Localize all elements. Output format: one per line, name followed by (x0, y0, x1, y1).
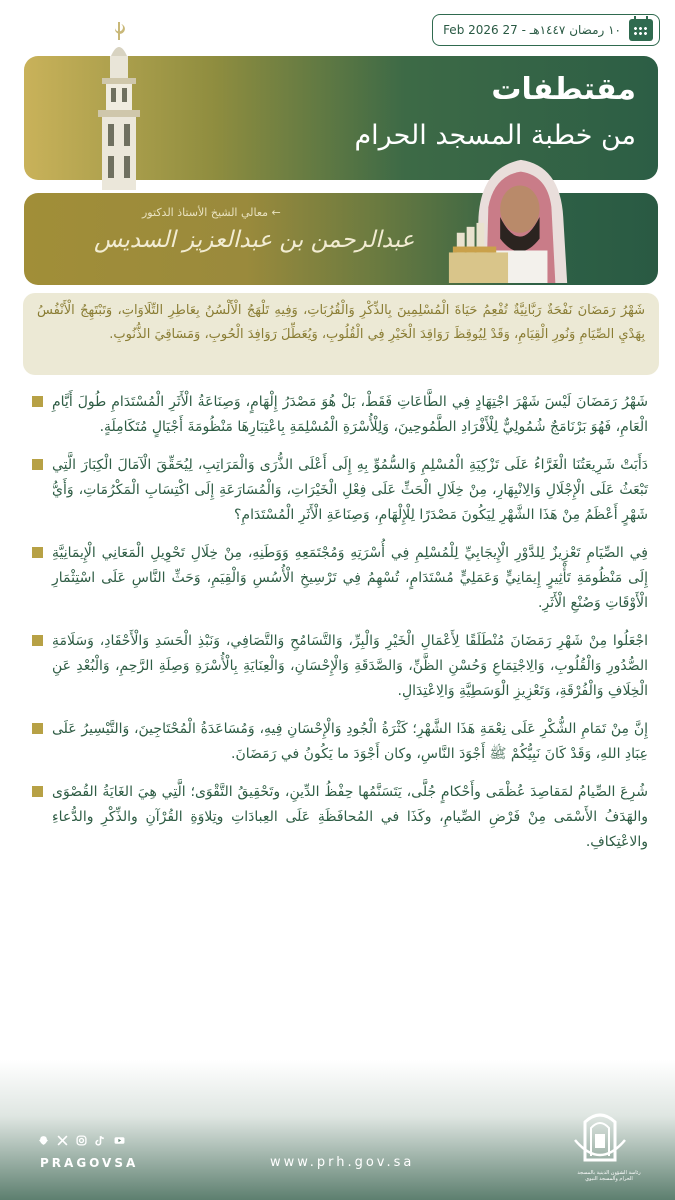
excerpt-item (30, 453, 648, 528)
youtube-icon[interactable] (114, 1135, 125, 1146)
minaret-icon (74, 22, 164, 190)
tiktok-icon[interactable] (95, 1135, 106, 1146)
date-badge (432, 14, 660, 46)
instagram-icon[interactable] (76, 1135, 87, 1146)
excerpt-item (30, 390, 648, 440)
social-handle[interactable]: PRAGOVSA (40, 1156, 139, 1170)
intro-box (23, 293, 659, 375)
date-text: ١٠ رمضان ١٤٤٧هـ - 27 Feb 2026 (443, 23, 621, 37)
snapchat-icon[interactable] (38, 1135, 49, 1146)
excerpt-item (30, 780, 648, 855)
excerpt-item (30, 717, 648, 767)
bullet-square-icon (32, 786, 43, 797)
speaker-title-text: معالي الشيخ الأستاذ الدكتور (142, 206, 269, 219)
logo-caption: رئاسة الشؤون الدينية بالمسجد الحرام والمسجد النبوي (577, 1170, 641, 1182)
speaker-title: ← معالي الشيخ الأستاذ الدكتور (142, 206, 281, 219)
social-links (38, 1135, 125, 1146)
bullet-square-icon (32, 547, 43, 558)
page-title: مقتطفات (491, 72, 636, 107)
khutbah-excerpts (30, 390, 648, 868)
excerpt-text: شُرِعَ الصِّيامُ لمَقاصِدَ عُظْمَى وأَحْكامٍ جُلَّى، يَتَسَنَّمُها حِفْظُ الدِّينِ، وتَحْقِيقُ التَّقْوَى؛ الَّتِي هِيَ الغَايَةُ القُصْوَى والهَدَفُ الأَسْمَى مِنْ فَرْضِ الصِّيامِ، وكَذَا في المُحافَظَةِ عَلَى العِبادَاتِ وتِلاوَةِ القُرْآنِ والذِّكْرِ والدُّعاءِ والاعْتِكافِ. (52, 784, 648, 850)
bullet-square-icon (32, 396, 43, 407)
bullet-square-icon (32, 459, 43, 470)
speaker-name: عبدالرحمن بن عبدالعزيز السديس (94, 227, 415, 253)
x-icon[interactable] (57, 1135, 68, 1146)
excerpt-text: فِي الصِّيَامِ تَعْزِيزٌ لِلدَّوْرِ الْإِيجَابِيِّ لِلْمُسْلِمِ فِي أُسْرَتِهِ وَمُجْتَمَعِهِ وَوَطَنِهِ، مِنْ خِلَالِ تَحْوِيلِ الْمَعَانِي الْإِيمَانِيَّةِ إِلَى مَنْظُومَةِ تَأْثِيرٍ إِيمَانِيٍّ وَعَمَلِيٍّ مُسْتَدَامٍ، تُسْهِمُ فِي تَرْسِيخِ الْأُسُسِ وَالْقِيَمِ، وَحَثِّ النَّاسِ عَلَى اسْتِثْمَارِ الْأَوْقَاتِ وَصُنْعِ الْأَثَرِ. (52, 545, 648, 611)
excerpt-text: دَأَبَتْ شَرِيعَتُنَا الْغَرَّاءُ عَلَى تَزْكِيَةِ الْمُسْلِمِ وَالسُّمُوِّ بِهِ إِلَى أَعْلَى الذُّرَى وَالْمَرَاتِبِ، لِيُحَقِّقَ الْآمَالَ الْكِبَارَ الَّتِي تَبْعَثُ عَلَى الْإِجْلَالِ وَالِانْبِهَارِ، مِنْ خِلَالِ الْحَثِّ عَلَى فِعْلِ الْخَيْرَاتِ، وَالْمُسَارَعَةِ إِلَى اكْتِسَابِ الْمَكْرُمَاتِ، وَأَيُّ شَهْرٍ أَعْظَمُ مِنْ هَذَا الشَّهْرِ لِيَكُونَ مَصْدَرًا لِلْإِلْهَامِ، وَصِنَاعَةِ الْأَثَرِ الْمُسْتَدَامِ؟ (52, 457, 648, 523)
website-link[interactable]: www.prh.gov.sa (270, 1155, 415, 1170)
page-subtitle: من خطبة المسجد الحرام (354, 120, 636, 151)
bullet-square-icon (32, 635, 43, 646)
excerpt-item (30, 541, 648, 616)
intro-text: شَهْرُ رَمَضَانَ نَفْحَةٌ رَبَّانِيَّةٌ تُفْعِمُ حَيَاةَ الْمُسْلِمِينَ بِالذِّكْرِ وَالْقُرُبَاتِ، وَفِيهِ تَلْهَجُ الْأَلْسُنُ بِعَاطِرِ التِّلَاوَاتِ، وَتَبْتَهِجُ الْأَنْفُسُ بِهَدْيِ الصِّيَامِ وَنُورِ الْقِيَامِ، وَقَدْ لِيُوقِظَ رَوَاقِدَ الْخَيْرِ فِي الْقُلُوبِ، وَيُعَطِّلَ رَوَافِدَ الْحُوبِ، وَمَسَاقِيَ الذُّنُوبِ. (37, 303, 645, 342)
excerpt-text: شَهْرُ رَمَضَانَ لَيْسَ شَهْرَ اجْتِهَادٍ فِي الطَّاعَاتِ فَقَطْ، بَلْ هُوَ مَصْدَرُ إِلْهَامٍ، وَصِنَاعَةُ الْأَثَرِ الْمُسْتَدَامِ طُولَ أَيَّامِ الْعَامِ، فَهُوَ بَرْنَامَجٌ شُمُولِيٌّ لِلْأَفْرَادِ الطَّمُوحِينَ، وَلِلْأُسْرَةِ الْمُسْلِمَةِ بِاعْتِبَارِهَا مَنْظُومَةَ أَجْيَالٍ مُتَكَامِلَةٍ. (52, 394, 648, 435)
calendar-icon (629, 19, 653, 41)
excerpt-item (30, 629, 648, 704)
speaker-portrait (436, 148, 586, 283)
excerpt-text: اجْعَلُوا مِنْ شَهْرِ رَمَضَانَ مُنْطَلَقًا لِأَعْمَالِ الْخَيْرِ وَالْبِرِّ، وَالتَّسَامُحِ وَالتَّصَافِي، وَنَبْذِ الْحَسَدِ وَالْأَحْقَادِ، وَسَلَامَةِ الصُّدُورِ وَالْقُلُوبِ، وَالِاجْتِمَاعِ وَحُسْنِ الظَّنِّ، وَالصَّدَقَةِ وَالْإِحْسَانِ، وَالْعِنَايَةِ بِالْأُسْرَةِ وَصِلَةِ الرَّحِمِ، وَالْبُعْدِ عَنِ الْخِلَافِ وَالْفُرْقَةِ، وَتَعْزِيزِ الْوَسَطِيَّةِ وَالِاعْتِدَالِ. (52, 633, 648, 699)
bullet-square-icon (32, 723, 43, 734)
excerpt-text: إِنَّ مِنْ تَمَامِ الشُّكْرِ عَلَى نِعْمَةِ هَذَا الشَّهْرِ؛ كَثْرَةُ الْجُودِ وَالْإِحْسَانِ فِيهِ، وَمُسَاعَدَةُ الْمُحْتَاجِينَ، وَالتَّيْسِيرُ عَلَى عِبَادِ اللهِ، وَقَدْ كَانَ نَبِيُّكُمْ ﷺ أَجْوَدَ النَّاسِ، وكان أَجْوَدَ ما يَكُونُ في رَمَضَانَ. (52, 721, 648, 762)
